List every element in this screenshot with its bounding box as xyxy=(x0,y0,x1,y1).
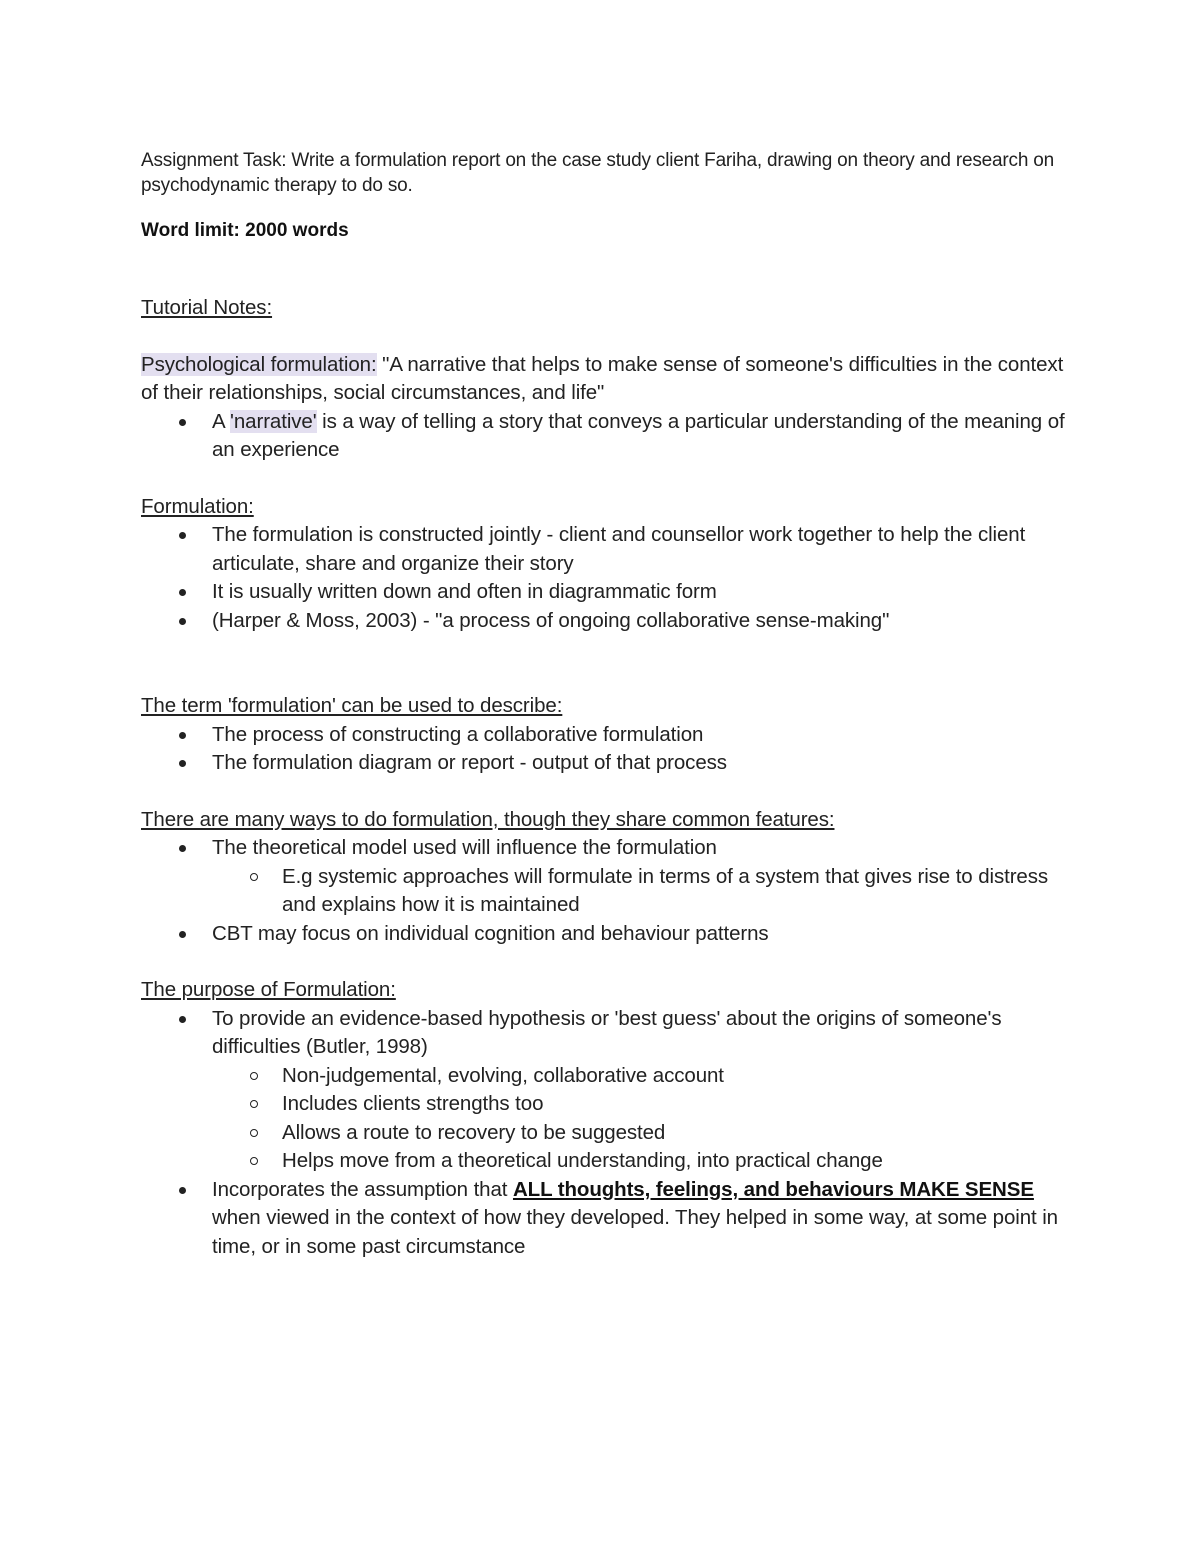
list-item xyxy=(141,749,1071,778)
list-item xyxy=(141,578,1071,607)
hollow-bullet-icon xyxy=(250,1100,258,1108)
document-body xyxy=(141,148,1071,1261)
ways-heading: There are many ways to do formulation, though they share common features: xyxy=(141,807,835,831)
term-section xyxy=(141,692,1071,778)
list-item xyxy=(141,607,1071,636)
bullet-text: A xyxy=(212,409,231,433)
hollow-bullet-icon xyxy=(250,1129,258,1137)
bullet-text: when viewed in the context of how they developed. They helped in some way, at some point in time, or in some past circumstance xyxy=(212,1206,1058,1258)
sub-bullet-text: Helps move from a theoretical understanding, into practical change xyxy=(282,1149,883,1172)
bullet-icon xyxy=(179,845,186,852)
assignment-task: Assignment Task: Write a formulation report on the case study client Fariha, drawing on theory and research on psychodynamic therapy to do so. xyxy=(141,150,1054,196)
hollow-bullet-icon xyxy=(250,873,258,881)
formulation-section xyxy=(141,493,1071,636)
sub-list-item xyxy=(141,1090,1071,1119)
sub-list-item xyxy=(141,1119,1071,1148)
sub-bullet-text: E.g systemic approaches will formulate in terms of a system that gives rise to distress and explains how it is maintained xyxy=(282,864,1049,916)
sub-list-item xyxy=(141,1147,1071,1176)
make-sense-emphasis: ALL thoughts, feelings, and behaviours MAKE SENSE xyxy=(512,1177,1034,1201)
term-heading: The term 'formulation' can be used to describe: xyxy=(141,694,563,717)
bullet-text: (Harper & Moss, 2003) - "a process of ongoing collaborative sense-making" xyxy=(212,608,890,632)
bullet-icon xyxy=(179,1187,186,1194)
list-item xyxy=(141,521,1071,578)
psych-formulation-paragraph xyxy=(141,351,1071,408)
sub-list-item xyxy=(141,863,1071,920)
bullet-icon xyxy=(179,618,186,625)
hollow-bullet-icon xyxy=(250,1072,258,1080)
bullet-text: The theoretical model used will influence the formulation xyxy=(212,836,717,859)
bullet-text: It is usually written down and often in diagrammatic form xyxy=(212,580,717,603)
sub-bullet-text: Allows a route to recovery to be suggested xyxy=(282,1120,666,1144)
bullet-icon xyxy=(179,419,186,426)
word-limit: Word limit: 2000 words xyxy=(141,220,349,241)
purpose-heading: The purpose of Formulation: xyxy=(141,978,396,1001)
hollow-bullet-icon xyxy=(250,1157,258,1165)
sub-list-item xyxy=(141,1062,1071,1091)
bullet-text: The formulation is constructed jointly - client and counsellor work together to help the client articulate, share and organize their story xyxy=(212,523,1026,575)
list-item xyxy=(141,1176,1071,1262)
bullet-text: is a way of telling a story that conveys a particular understanding of the meaning of an experience xyxy=(212,409,1065,461)
psych-formulation-definition: "A narrative that helps to make sense of someone's difficulties in the context of their relationships, social circumstances, and life" xyxy=(141,352,1064,404)
list-item xyxy=(141,834,1071,863)
bullet-text: The process of constructing a collaborative formulation xyxy=(212,722,704,746)
list-item xyxy=(141,408,1071,465)
purpose-section xyxy=(141,976,1071,1261)
ways-section xyxy=(141,806,1071,949)
list-item xyxy=(141,920,1071,949)
list-item xyxy=(141,1005,1071,1062)
bullet-icon xyxy=(179,931,186,938)
sub-bullet-text: Includes clients strengths too xyxy=(282,1092,544,1115)
psych-formulation-section xyxy=(141,351,1071,465)
bullet-text: To provide an evidence-based hypothesis or 'best guess' about the origins of someone's difficulties (Butler, 1998) xyxy=(212,1006,1002,1058)
bullet-text: CBT may focus on individual cognition and behaviour patterns xyxy=(212,921,769,945)
bullet-icon xyxy=(179,532,186,539)
tutorial-notes-heading: Tutorial Notes: xyxy=(141,296,273,319)
bullet-text: Incorporates the assumption that xyxy=(212,1177,513,1201)
bullet-icon xyxy=(179,589,186,596)
narrative-highlight: 'narrative' xyxy=(230,409,317,433)
bullet-text: The formulation diagram or report - output of that process xyxy=(212,751,727,774)
bullet-icon xyxy=(179,732,186,739)
sub-bullet-text: Non-judgemental, evolving, collaborative account xyxy=(282,1063,724,1087)
list-item xyxy=(141,721,1071,750)
bullet-icon xyxy=(179,760,186,767)
psych-formulation-term: Psychological formulation: xyxy=(141,352,377,376)
bullet-icon xyxy=(179,1016,186,1023)
formulation-heading: Formulation: xyxy=(141,494,254,518)
